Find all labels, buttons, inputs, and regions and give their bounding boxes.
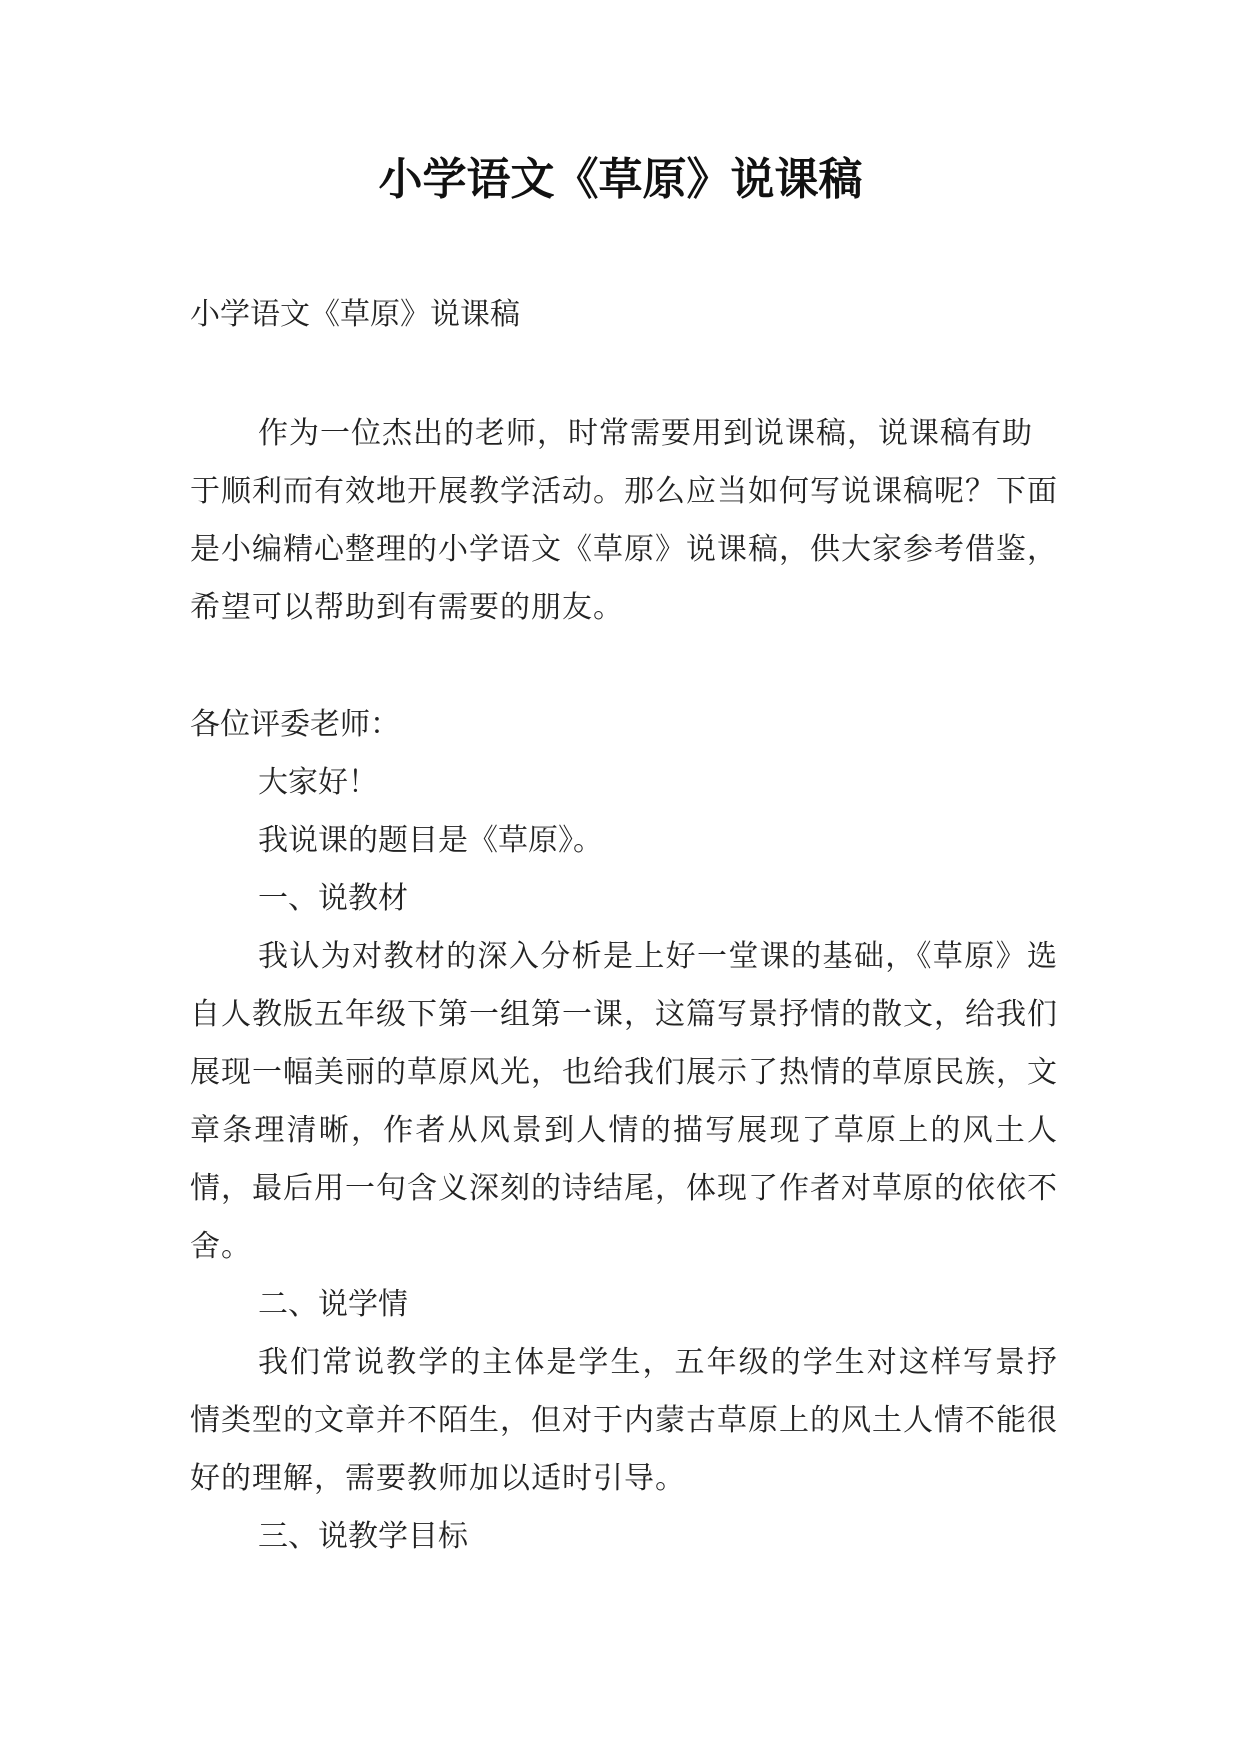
document-title: 小学语文《草原》说课稿: [378, 154, 863, 205]
salutation: 各位评委老师：: [190, 707, 400, 742]
main-content: [190, 696, 1058, 1566]
section-2-body: 我们常说教学的主体是学生，五年级的学生对这样写景抒情类型的文章并不陌生，但对于内蒙古草原上的风土人情不能很好的理解，需要教师加以适时引导。: [190, 1345, 1058, 1496]
section-2-heading: 二、说学情: [258, 1287, 408, 1322]
greeting: 大家好！: [258, 765, 378, 800]
document-subtitle: 小学语文《草原》说课稿: [190, 297, 520, 332]
topic-line: 我说课的题目是《草原》。: [258, 823, 603, 858]
section-3-heading: 三、说教学目标: [258, 1519, 468, 1554]
section-1-heading: 一、说教材: [258, 881, 408, 916]
intro-paragraph: 作为一位杰出的老师，时常需要用到说课稿，说课稿有助于顺利而有效地开展教学活动。那么应当如何写说课稿呢？下面是小编精心整理的小学语文《草原》说课稿，供大家参考借鉴，希望可以帮助到有需要的朋友。: [190, 416, 1058, 625]
section-1-body: 我认为对教材的深入分析是上好一堂课的基础，《草原》选自人教版五年级下第一组第一课，这篇写景抒情的散文，给我们展现一幅美丽的草原风光，也给我们展示了热情的草原民族，文章条理清晰，作者从风景到人情的描写展现了草原上的风土人情，最后用一句含义深刻的诗结尾，体现了作者对草原的依依不舍。: [190, 939, 1058, 1264]
